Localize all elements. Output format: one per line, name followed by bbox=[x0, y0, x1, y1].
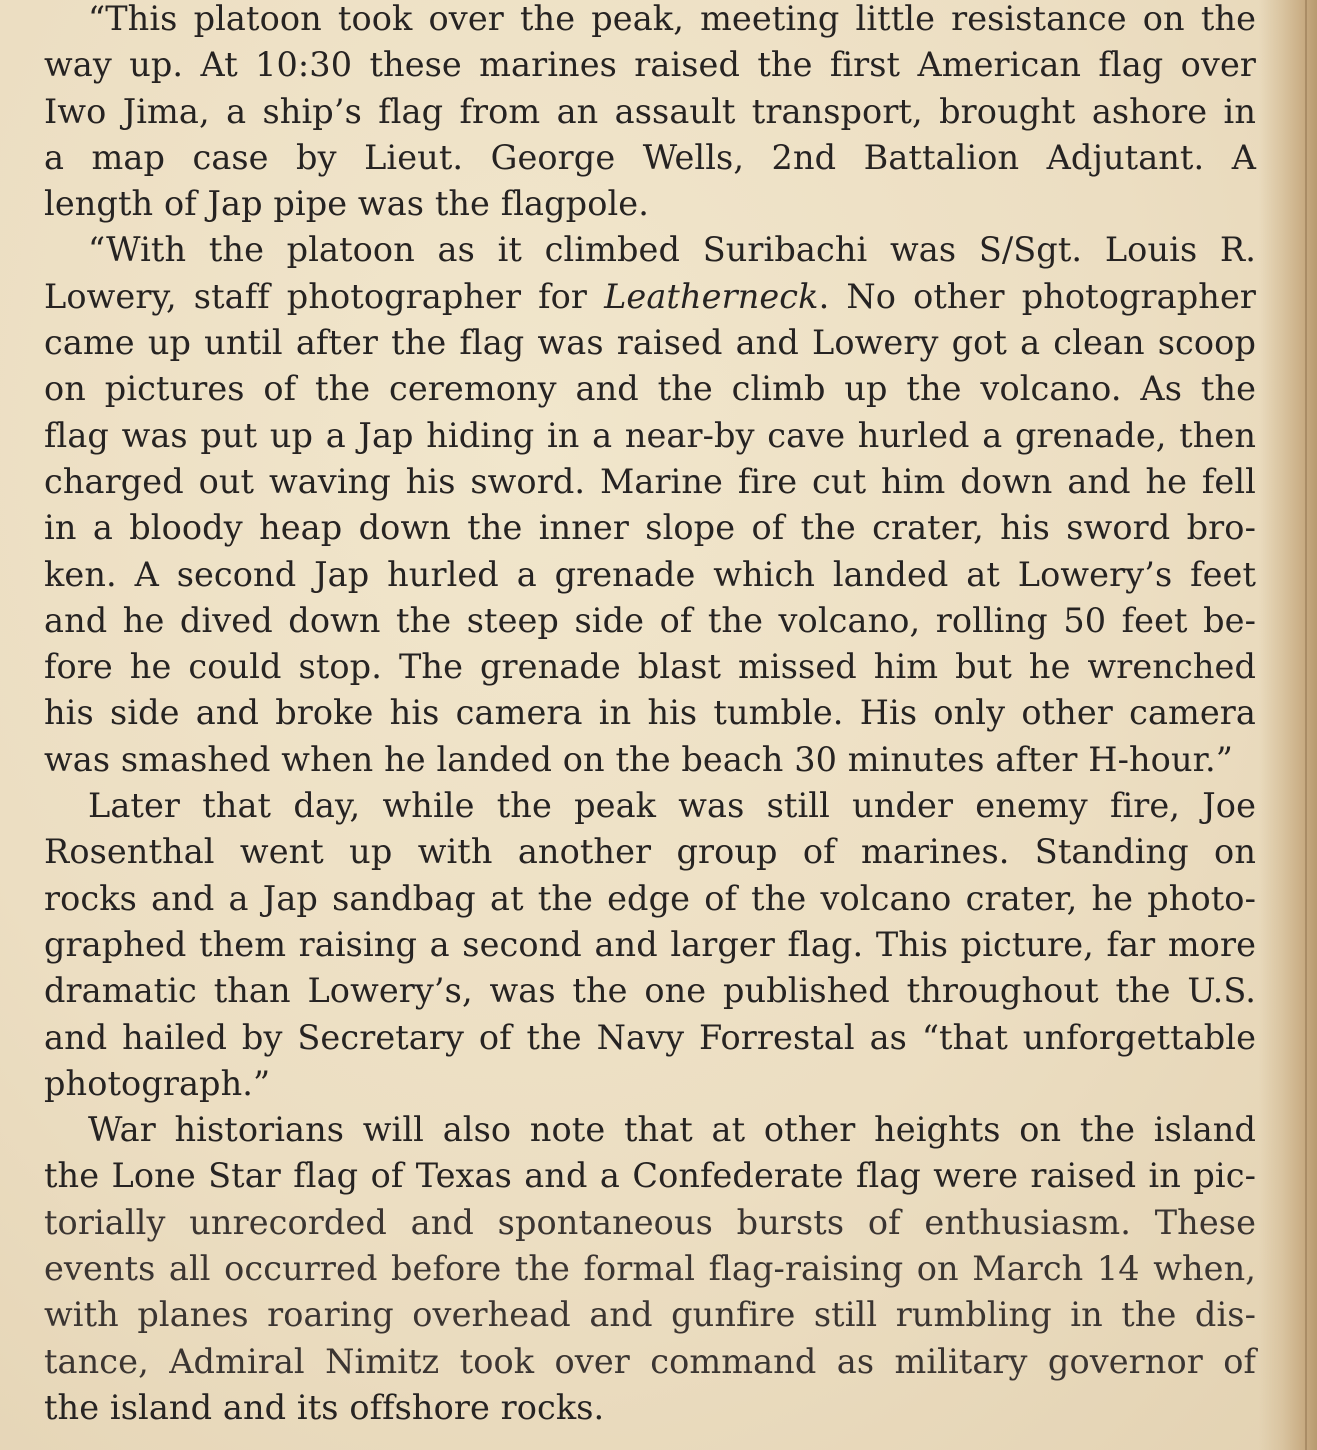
article-body bbox=[44, 0, 1256, 1431]
text-line: the Lone Star flag of Texas and a Confederate flag were raised in pic- bbox=[44, 1156, 1256, 1196]
text-line-with-italic: Lowery, staff photographer for Leatherneck. No other photographer bbox=[44, 276, 1256, 316]
text-line: was smashed when he landed on the beach 30 minutes after H-hour.” bbox=[44, 739, 1234, 779]
text-line: Rosenthal went up with another group of marines. Standing on bbox=[44, 832, 1256, 872]
paragraph-4 bbox=[44, 1107, 1256, 1431]
page-fold-line bbox=[1305, 0, 1307, 1450]
text-line: graphed them raising a second and larger flag. This picture, far more bbox=[44, 924, 1256, 964]
text-line: the island and its offshore rocks. bbox=[44, 1387, 605, 1427]
text-line: Iwo Jima, a ship’s flag from an assault transport, brought ashore in bbox=[44, 91, 1256, 131]
text-line: “With the platoon as it climbed Suribachi was S/Sgt. Louis R. bbox=[88, 230, 1256, 270]
text-line: and hailed by Secretary of the Navy Forrestal as “that unforgettable bbox=[44, 1017, 1256, 1057]
text-line: in a bloody heap down the inner slope of the crater, his sword bro- bbox=[44, 508, 1256, 548]
text-line: his side and broke his camera in his tumble. His only other camera bbox=[44, 693, 1256, 733]
text-line: “This platoon took over the peak, meeting little resistance on the bbox=[88, 0, 1256, 38]
text-line: flag was put up a Jap hiding in a near-by cave hurled a grenade, then bbox=[44, 415, 1256, 455]
text-line: on pictures of the ceremony and the climb up the volcano. As the bbox=[44, 369, 1256, 409]
page-binding-edge bbox=[1259, 0, 1317, 1450]
text-line: rocks and a Jap sandbag at the edge of the volcano crater, he photo- bbox=[44, 878, 1256, 918]
text-line: charged out waving his sword. Marine fire cut him down and he fell bbox=[44, 461, 1256, 501]
text-line: torially unrecorded and spontaneous bursts of enthusiasm. These bbox=[44, 1202, 1256, 1242]
text-line: a map case by Lieut. George Wells, 2nd Battalion Adjutant. A bbox=[44, 137, 1256, 177]
text-line: length of Jap pipe was the flagpole. bbox=[44, 184, 649, 224]
text-line: came up until after the flag was raised and Lowery got a clean scoop bbox=[44, 323, 1256, 363]
text-line: ken. A second Jap hurled a grenade which landed at Lowery’s feet bbox=[44, 554, 1256, 594]
text-line: with planes roaring overhead and gunfire still rumbling in the dis- bbox=[44, 1295, 1256, 1335]
text-line: way up. At 10:30 these marines raised the first American flag over bbox=[44, 45, 1256, 85]
publication-title: Leatherneck bbox=[604, 276, 819, 316]
text-line: and he dived down the steep side of the volcano, rolling 50 feet be- bbox=[44, 600, 1256, 640]
text-line: photograph.” bbox=[44, 1063, 271, 1103]
paragraph-2 bbox=[44, 227, 1256, 783]
text-line: tance, Admiral Nimitz took over command as military governor of bbox=[44, 1341, 1256, 1381]
paragraph-3 bbox=[44, 783, 1256, 1107]
text-line: War historians will also note that at other heights on the island bbox=[88, 1110, 1256, 1150]
text-line: events all occurred before the formal flag-raising on March 14 when, bbox=[44, 1249, 1256, 1289]
paragraph-1 bbox=[44, 0, 1256, 227]
text-line: Later that day, while the peak was still under enemy fire, Joe bbox=[88, 786, 1256, 826]
text-line: fore he could stop. The grenade blast missed him but he wrenched bbox=[44, 647, 1256, 687]
text-line: dramatic than Lowery’s, was the one published throughout the U.S. bbox=[44, 971, 1256, 1011]
